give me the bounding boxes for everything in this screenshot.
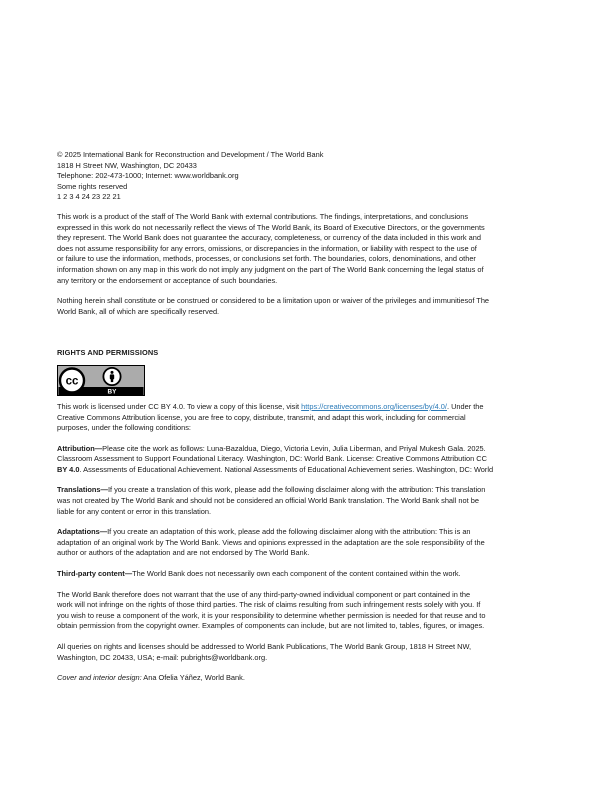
adaptations-label: Adaptations— <box>57 527 108 537</box>
design-credit-label: Cover and interior design: <box>57 673 142 683</box>
license-text: . Under the <box>446 401 484 411</box>
warranty-line: The World Bank therefore does not warrant that the use of any third-party-owned individual component or part contained in the <box>57 589 471 599</box>
translations-line <box>57 485 560 496</box>
translations-paragraph <box>57 485 560 517</box>
copyright-content <box>57 150 560 684</box>
third-party-paragraph <box>57 569 560 580</box>
license-text: This work is licensed under CC BY 4.0. To view a copy of this license, visit <box>57 401 302 411</box>
immunities-line: Nothing herein shall constitute or be construed or considered to be a limitation upon or waiver of the privileges and immunitiesof The <box>57 296 490 306</box>
design-credit <box>57 673 560 684</box>
address-line: 1818 H Street NW, Washington, DC 20433 <box>57 160 197 170</box>
queries-paragraph <box>57 642 560 663</box>
copyright-block <box>57 150 560 203</box>
translations-line: was not created by The World Bank and should not be considered an official World Bank translation. The World Bank shall not be <box>57 496 479 506</box>
warranty-line: obtain permission from the copyright owner. Examples of components can include, but are not limited to, tables, figures, or images. <box>57 621 485 631</box>
immunities-paragraph <box>57 296 560 317</box>
disclaimer-paragraph <box>57 212 560 286</box>
immunities-line: World Bank, all of which are specifically reserved. <box>57 306 220 316</box>
translations-text: If you create a translation of this work, please add the following disclaimer along with the attribution: This translation <box>107 485 486 495</box>
third-party-text: The World Bank does not necessarily own each component of the content contained within the work. <box>132 569 461 579</box>
copyright-line: © 2025 International Bank for Reconstruction and Development / The World Bank <box>57 150 324 159</box>
adaptations-line: author or authors of the adaptation and are not endorsed by The World Bank. <box>57 548 310 558</box>
cc-by-license-badge <box>57 365 145 396</box>
translations-label: Translations— <box>57 485 108 495</box>
license-line: Creative Commons Attribution license, you are free to copy, distribute, transmit, and adapt this work, including for commercial <box>57 412 466 422</box>
license-url-link[interactable]: https://creativecommons.org/licenses/by/4.0/ <box>301 401 447 411</box>
disclaimer-line: This work is a product of the staff of The World Bank with external contributions. The findings, interpretations, and conclusions <box>57 211 469 221</box>
attribution-text: Please cite the work as follows: Luna-Bazaldua, Diego, Victoria Levin, Julia Liberman, and Priyal Mukesh Gala. 2025. <box>102 443 486 453</box>
by-label: BY <box>107 388 117 396</box>
translations-line: liable for any content or error in this translation. <box>57 506 212 516</box>
attribution-license-code: BY 4.0 <box>57 464 80 474</box>
license-line: purposes, under the following conditions: <box>57 423 191 433</box>
attribution-text: . Assessments of Educational Achievement. National Assessments of Educational Achievement series. Washington, DC: World <box>79 464 494 474</box>
rights-permissions-heading: RIGHTS AND PERMISSIONS <box>57 348 159 358</box>
warranty-line: work will not infringe on the rights of those third parties. The risk of claims resulting from such infringement rests solely with you. If <box>57 600 481 610</box>
disclaimer-line: they represent. The World Bank does not guarantee the accuracy, completeness, or currency of the data included in this work and <box>57 233 481 243</box>
attribution-line: Classroom Assessment to Support Foundational Literacy. Washington, DC: World Bank. License: Creative Commons Attribution CC <box>57 454 487 464</box>
adaptations-line <box>57 527 560 538</box>
printing-line: 1 2 3 4 24 23 22 21 <box>57 192 121 202</box>
attribution-paragraph <box>57 444 560 476</box>
cc-icon-label: cc <box>65 375 79 388</box>
adaptations-paragraph <box>57 527 560 559</box>
disclaimer-line: any territory or the endorsement or acceptance of such boundaries. <box>57 275 278 285</box>
attribution-line <box>57 465 560 476</box>
license-line <box>57 402 560 413</box>
queries-line: Washington, DC 20433, USA; e-mail: pubrights@worldbank.org. <box>57 652 268 662</box>
attribution-line <box>57 444 560 455</box>
design-credit-line <box>57 673 560 684</box>
warranty-paragraph <box>57 590 560 632</box>
warranty-line: you wish to reuse a component of the work, it is your responsibility to determine whether permission is needed for that reuse and to <box>57 610 486 620</box>
attribution-label: Attribution— <box>57 443 103 453</box>
third-party-line <box>57 569 560 580</box>
rights-reserved-line: Some rights reserved <box>57 181 128 191</box>
third-party-label: Third-party content— <box>57 569 133 579</box>
disclaimer-line: or failure to use the information, methods, processes, or conclusions set forth. The boundaries, colors, denominations, and other <box>57 254 476 264</box>
disclaimer-line: expressed in this work do not necessarily reflect the views of The World Bank, its Board of Executive Directors, or the governments <box>57 222 485 232</box>
adaptations-text: If you create an adaptation of this work, please add the following disclaimer along with the attribution: This is an <box>107 527 471 537</box>
license-paragraph <box>57 402 560 434</box>
disclaimer-line: information shown on any map in this work do not imply any judgment on the part of The World Bank concerning the legal status of <box>57 264 484 274</box>
adaptations-line: adaptation of an original work by The World Bank. Views and opinions expressed in the adaptation are the sole responsibility of the <box>57 537 485 547</box>
disclaimer-line: does not assume responsibility for any errors, omissions, or discrepancies in the information, or liability with respect to the use of <box>57 243 477 253</box>
contact-line: Telephone: 202-473-1000; Internet: www.worldbank.org <box>57 171 239 181</box>
design-credit-name: Ana Ofelia Yáñez, World Bank. <box>141 673 245 683</box>
queries-line: All queries on rights and licenses should be addressed to World Bank Publications, The World Bank Group, 1818 H Street NW, <box>57 642 472 651</box>
